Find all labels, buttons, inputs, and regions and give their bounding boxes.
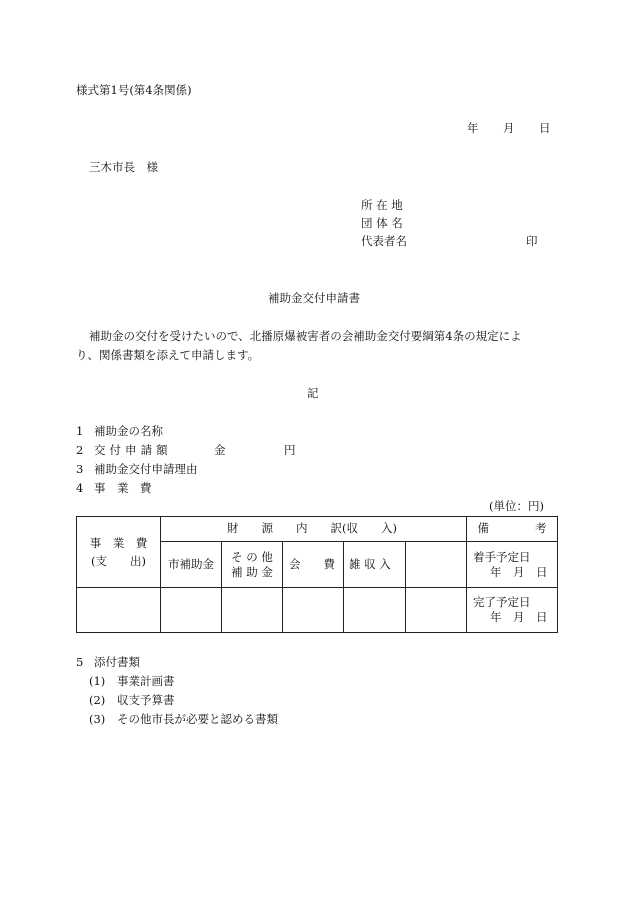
start-date-cell [467, 542, 558, 588]
misc-income-label: 雑 収 入 [349, 556, 391, 571]
membership-fee-label: 会 費 [289, 556, 335, 571]
blank-income-header [406, 542, 467, 588]
body-text-line-2: り、関係書類を添えて申請します。 [76, 348, 260, 362]
other-subsidy-header [222, 542, 283, 588]
funding-breakdown-header [161, 517, 467, 542]
city-subsidy-label: 市補助金 [168, 556, 214, 571]
date-year: 年 [467, 121, 479, 135]
date-day: 日 [539, 121, 551, 135]
seal-mark: 印 [526, 234, 538, 248]
attachments-number: 5 [76, 655, 84, 669]
start-date-ymd: 年 月 日 [490, 564, 548, 579]
document-title: 補助金交付申請書 [268, 291, 360, 305]
membership-fee-value [283, 588, 344, 633]
remarks-label: 備 考 [477, 521, 547, 536]
jigyouhi-label: 事 業 費 [89, 536, 148, 550]
expense-total-value [77, 588, 161, 633]
item-3-label: 補助金交付申請理由 [94, 462, 198, 476]
unit-label: (単位：円) [489, 499, 544, 513]
expense-breakdown-table [76, 516, 558, 633]
item-3-number: 3 [76, 462, 84, 476]
item-4-label: 事 業 費 [94, 481, 152, 495]
other-subsidy-value [222, 588, 283, 633]
completion-date-cell [467, 588, 558, 633]
attachment-3-number: (3) [89, 712, 106, 726]
attachment-1-number: (1) [89, 674, 106, 688]
city-subsidy-value [161, 588, 222, 633]
completion-date-label: 完了予定日 [473, 595, 531, 609]
form-number: 様式第1号(第4条関係) [76, 83, 192, 97]
date-month: 月 [503, 121, 515, 135]
item-1-label: 補助金の名称 [94, 424, 163, 438]
misc-income-header [344, 542, 406, 588]
item-4-number: 4 [76, 481, 84, 495]
item-2-label: 交付申請額 [94, 443, 172, 457]
attachment-3-label: その他市長が必要と認める書類 [117, 712, 278, 726]
start-date-label: 着手予定日 [473, 549, 531, 564]
attachment-2-number: (2) [89, 693, 106, 707]
completion-date-ymd: 年 月 日 [490, 610, 548, 624]
other-subsidy-label-line-2: 補 助 金 [231, 564, 273, 579]
membership-fee-header [283, 542, 344, 588]
funding-breakdown-label: 財 源 内 訳(収 入) [227, 521, 397, 536]
attachment-1-label: 事業計画書 [117, 674, 175, 688]
item-2-kin: 金 [214, 443, 226, 457]
attachment-2-label: 収支予算書 [117, 693, 175, 707]
shishutsu-label: (支 出) [91, 554, 146, 568]
misc-income-value [344, 588, 406, 633]
item-2-yen: 円 [284, 443, 296, 457]
item-2-number: 2 [76, 443, 84, 457]
item-1-number: 1 [76, 424, 84, 438]
address-label: 所 在 地 [361, 198, 403, 212]
body-text-line-1: 補助金の交付を受けたいので、北播原爆被害者の会補助金交付要綱第4条の規定によ [89, 329, 522, 343]
ki-heading: 記 [307, 386, 319, 400]
addressee: 三木市長 様 [89, 160, 158, 174]
remarks-header [467, 517, 558, 542]
attachments-heading: 添付書類 [94, 655, 140, 669]
group-name-label: 団 体 名 [361, 216, 403, 230]
other-subsidy-label-line-1: そ の 他 [231, 549, 273, 564]
representative-label: 代表者名 [361, 234, 407, 248]
blank-income-value [406, 588, 467, 633]
city-subsidy-header [161, 542, 222, 588]
jigyouhi-header-cell [77, 517, 161, 588]
